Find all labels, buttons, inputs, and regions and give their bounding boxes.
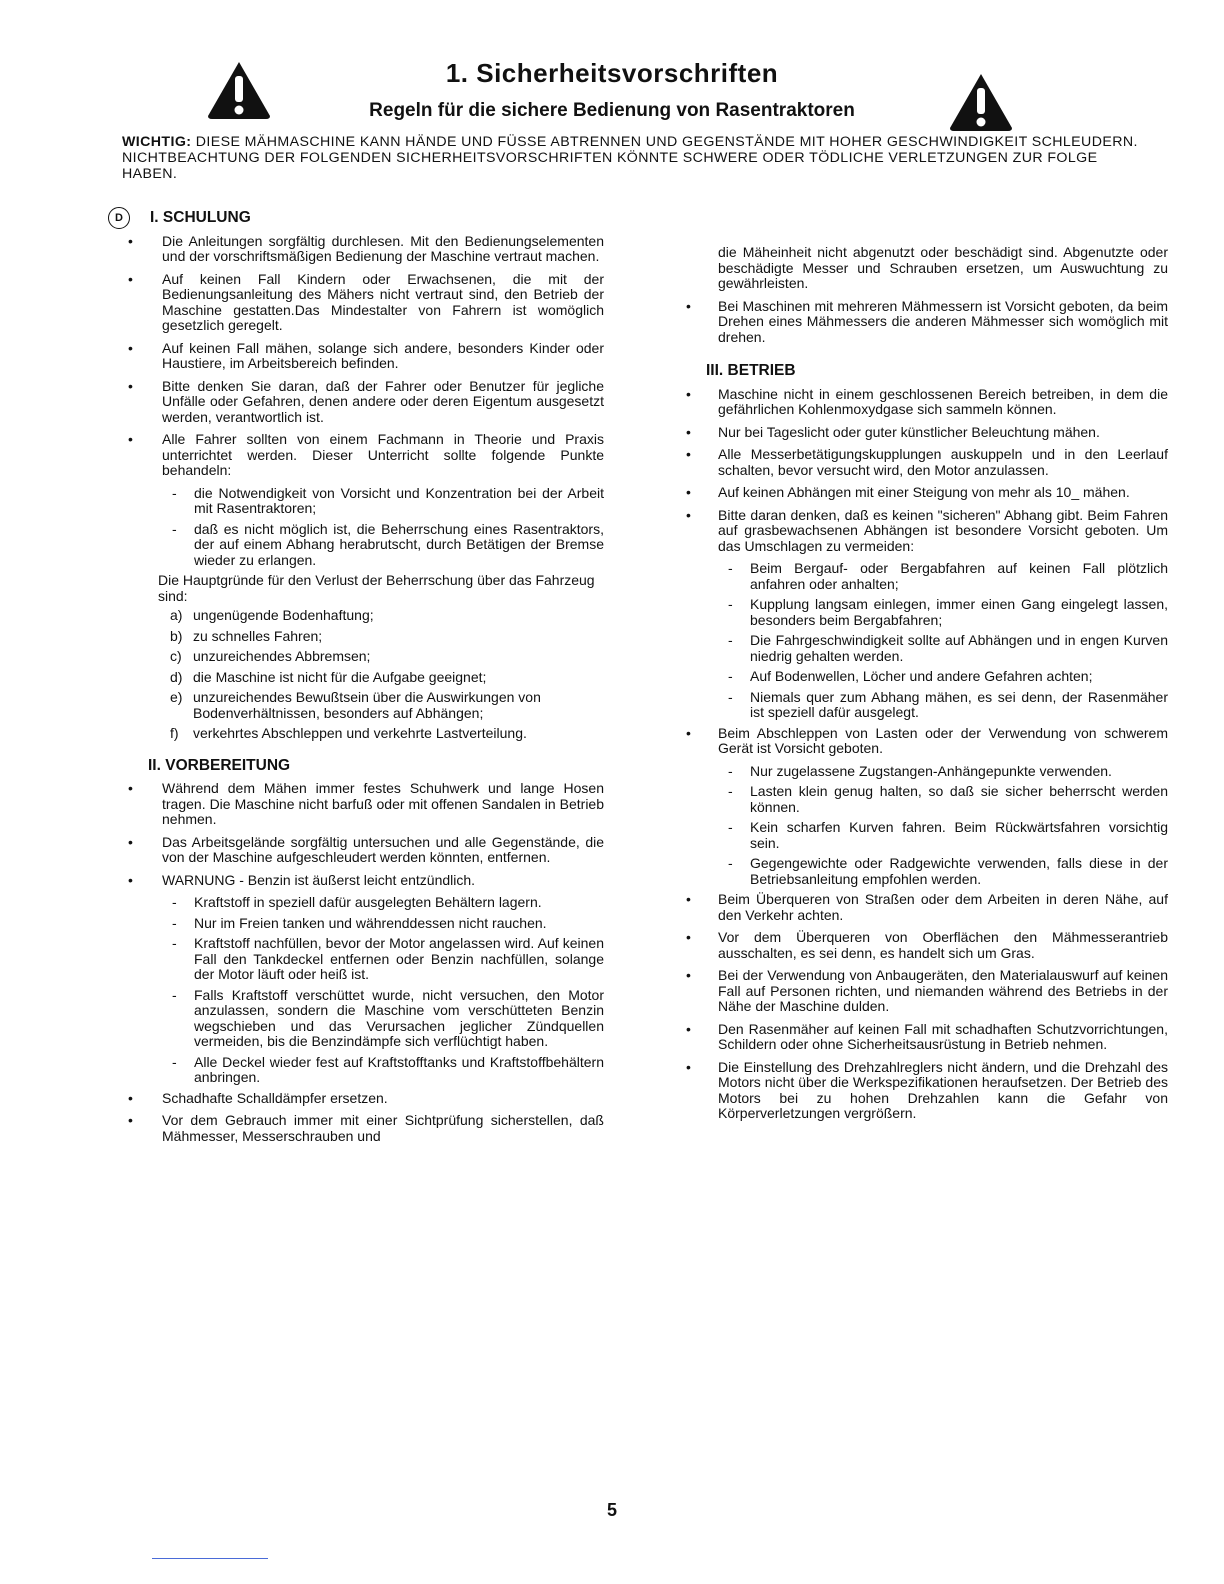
list-item: • Die Anleitungen sorgfältig durchlesen. Mit den Bedienungselementen und der vorschriftsmäßigen Bedienung der Maschine vertraut machen. <box>114 234 604 265</box>
reason-item <box>114 629 604 645</box>
reason-item <box>114 649 604 665</box>
sub-list-item: - Alle Deckel wieder fest auf Kraftstofftanks und Kraftstoffbehältern anbringen. <box>114 1055 604 1086</box>
important-notice <box>122 134 1154 182</box>
page-subtitle: Regeln für die sichere Bedienung von Rasentraktoren <box>369 100 855 121</box>
reason-text: ungenügende Bodenhaftung; <box>193 607 374 623</box>
sub-list-item: - Lasten klein genug halten, so daß sie sicher beherrscht werden können. <box>682 784 1168 815</box>
important-label: WICHTIG: <box>122 134 192 150</box>
list-item: • Bitte denken Sie daran, daß der Fahrer oder Benutzer für jegliche Unfälle oder Gefahren, denen andere oder deren Eigentum ausgesetzt werden, verantwortlich ist. <box>114 379 604 426</box>
list-item: • Auf keinen Abhängen mit einer Steigung von mehr als 10_ mähen. <box>682 485 1168 501</box>
right-column <box>682 245 1168 1129</box>
sub-list-item: - Kupplung langsam einlegen, immer einen Gang eingelegt lassen, besonders beim Bergabfahren; <box>682 597 1168 628</box>
reason-item <box>114 690 604 721</box>
warning-triangle-icon <box>948 72 1014 132</box>
list-item: • Den Rasenmäher auf keinen Fall mit schadhaften Schutzvorrichtungen, Schildern oder ohne Sicherheitsausrüstung in Betrieb nehmen. <box>682 1022 1168 1053</box>
sub-list-item: - Nur zugelassene Zugstangen-Anhängepunkte verwenden. <box>682 764 1168 780</box>
continuation-paragraph: die Mäheinheit nicht abgenutzt oder beschädigt sind. Abgenutzte oder beschädigte Messer und Schrauben ersetzen, um Auswuchtung zu gewährleisten. <box>718 244 1168 291</box>
sub-list-item: - Auf Bodenwellen, Löcher und andere Gefahren achten; <box>682 669 1168 685</box>
reason-text: verkehrtes Abschleppen und verkehrte Lastverteilung. <box>193 725 527 741</box>
page-title: 1. Sicherheitsvorschriften <box>445 58 779 88</box>
reason-text: unzureichendes Bewußtsein über die Auswirkungen von Bodenverhältnissen, besonders auf Abhängen; <box>193 689 541 721</box>
left-column <box>114 208 604 1151</box>
section-heading-betrieb: III. BETRIEB <box>706 362 796 379</box>
sub-list-item: - daß es nicht möglich ist, die Beherrschung eines Rasentraktors, der auf einem Abhang herabrutscht, durch Betätigen der Bremse wieder zu erlangen. <box>114 522 604 569</box>
reason-label: d) <box>170 668 183 685</box>
list-item: • Bei der Verwendung von Anbaugeräten, den Materialauswurf auf keinen Fall auf Personen richten, und niemanden während des Betriebs in der Nähe der Maschine dulden. <box>682 968 1168 1015</box>
reason-text: unzureichendes Abbremsen; <box>193 648 371 664</box>
sub-list-item: - Nur im Freien tanken und währenddessen nicht rauchen. <box>114 916 604 932</box>
list-item: • Alle Messerbetätigungskupplungen auskuppeln und in den Leerlauf schalten, bevor versucht wird, den Motor anzulassen. <box>682 447 1168 478</box>
reason-item <box>114 726 604 742</box>
section-heading-schulung: I. SCHULUNG <box>150 209 251 226</box>
list-item: • Bitte daran denken, daß es keinen "sicheren" Abhang gibt. Beim Fahren auf grasbewachsenen Abhängen ist besondere Vorsicht geboten. Um das Umschlagen zu vermeiden: <box>682 508 1168 555</box>
list-item: • Vor dem Gebrauch immer mit einer Sichtprüfung sicherstellen, daß Mähmesser, Messerschrauben und <box>114 1113 604 1144</box>
sub-list-item: - Die Fahrgeschwindigkeit sollte auf Abhängen und in engen Kurven niedrig gehalten werden. <box>682 633 1168 664</box>
list-item: • Bei Maschinen mit mehreren Mähmessern ist Vorsicht geboten, da beim Drehen eines Mähmessers die anderen Mähmesser sich womöglich mit drehen. <box>682 299 1168 346</box>
reason-label: f) <box>170 725 179 741</box>
reason-label: c) <box>170 648 182 664</box>
list-item: • Maschine nicht in einem geschlossenen Bereich betreiben, in dem die gefährlichen Kohlenmoxydgase sich sammeln können. <box>682 387 1168 418</box>
list-item: • Schadhafte Schalldämpfer ersetzen. <box>114 1091 604 1107</box>
sub-list-item: - Beim Bergauf- oder Bergabfahren auf keinen Fall plötzlich anfahren oder anhalten; <box>682 561 1168 592</box>
page-number: 5 <box>606 1500 617 1520</box>
sub-list-item: - Kraftstoff in speziell dafür ausgelegten Behältern lagern. <box>114 895 604 911</box>
paragraph: Die Hauptgründe für den Verlust der Beherrschung über das Fahrzeug sind: <box>158 572 595 604</box>
footer-rule <box>152 1558 268 1559</box>
reason-label: a) <box>170 607 183 623</box>
list-item: • Während dem Mähen immer festes Schuhwerk und lange Hosen tragen. Die Maschine nicht barfuß oder mit offenen Sandalen in Betrieb nehmen. <box>114 781 604 828</box>
page-header <box>0 58 1224 128</box>
list-item: • Nur bei Tageslicht oder guter künstlicher Beleuchtung mähen. <box>682 425 1168 441</box>
list-item: • Beim Überqueren von Straßen oder dem Arbeiten in deren Nähe, auf den Verkehr achten. <box>682 892 1168 923</box>
list-item: • Die Einstellung des Drehzahlreglers nicht ändern, und die Drehzahl des Motors nicht über die Werkspezifikationen heraufsetzen. Der Betrieb des Motors bei zu hohen Drehzahlen kann die Gefahr von Körperverletzungen vergrößern. <box>682 1060 1168 1122</box>
sub-list-item: - Kein scharfen Kurven fahren. Beim Rückwärtsfahren vorsichtig sein. <box>682 820 1168 851</box>
list-item: • Vor dem Überqueren von Oberflächen den Mähmesserantrieb ausschalten, es sei denn, es handelt sich um Gras. <box>682 930 1168 961</box>
important-text: DIESE MÄHMASCHINE KANN HÄNDE UND FÜSSE ABTRENNEN UND GEGENSTÄNDE MIT HOHER GESCHWINDIGKEIT SCHLEUDERN. NICHTBEACHTUNG DER FOLGENDEN SICHERHEITSVORSCHRIFTEN KÖNNTE SCHWERE ODER TÖDLICHE VERLETZUNGEN ZUR FOLGE HABEN. <box>122 134 1138 182</box>
reason-text: zu schnelles Fahren; <box>193 627 323 644</box>
list-item: • Beim Abschleppen von Lasten oder der Verwendung von schwerem Gerät ist Vorsicht geboten. <box>682 726 1168 757</box>
reason-label: e) <box>170 689 183 705</box>
reason-item <box>114 608 604 624</box>
section-heading-vorbereitung: II. VORBEREITUNG <box>148 756 291 774</box>
reason-item <box>114 670 604 686</box>
sub-list-item: - Kraftstoff nachfüllen, bevor der Motor angelassen wird. Auf keinen Fall den Tankdeckel entfernen oder Benzin nachfüllen, solange der Motor läuft oder heiß ist. <box>114 936 604 983</box>
list-item: • WARNUNG - Benzin ist äußerst leicht entzündlich. <box>114 873 604 889</box>
reason-text: die Maschine ist nicht für die Aufgabe geeignet; <box>193 668 487 685</box>
sub-list-item: - Gegengewichte oder Radgewichte verwenden, falls diese in der Betriebsanleitung empfohlen werden. <box>682 856 1168 887</box>
list-item: • Alle Fahrer sollten von einem Fachmann in Theorie und Praxis unterrichtet werden. Dieser Unterricht sollte folgende Punkte behandeln: <box>114 432 604 479</box>
sub-list-item: - die Notwendigkeit von Vorsicht und Konzentration bei der Arbeit mit Rasentraktoren; <box>114 486 604 517</box>
language-badge: D <box>108 207 130 229</box>
list-item: • Auf keinen Fall Kindern oder Erwachsenen, die mit der Bedienungsanleitung des Mähers nicht vertraut sind, den Betrieb der Maschine gestatten.Das Mindestalter von Fahrern ist womöglich gesetzlich geregelt. <box>114 272 604 334</box>
sub-list-item: - Niemals quer zum Abhang mähen, es sei denn, der Rasenmäher ist speziell dafür ausgelegt. <box>682 690 1168 721</box>
list-item: • Das Arbeitsgelände sorgfältig untersuchen und alle Gegenstände, die von der Maschine aufgeschleudert werden könnten, entfernen. <box>114 835 604 866</box>
list-item: • Auf keinen Fall mähen, solange sich andere, besonders Kinder oder Haustiere, im Arbeitsbereich befinden. <box>114 341 604 372</box>
sub-list-item: - Falls Kraftstoff verschüttet wurde, nicht versuchen, den Motor anzulassen, sondern die Maschine vom verschütteten Benzin wegschieben und das Verursachen jeglicher Zündquellen vermeiden, bis die Benzindämpfe sich verflüchtigt haben. <box>114 988 604 1050</box>
reason-label: b) <box>170 627 183 644</box>
